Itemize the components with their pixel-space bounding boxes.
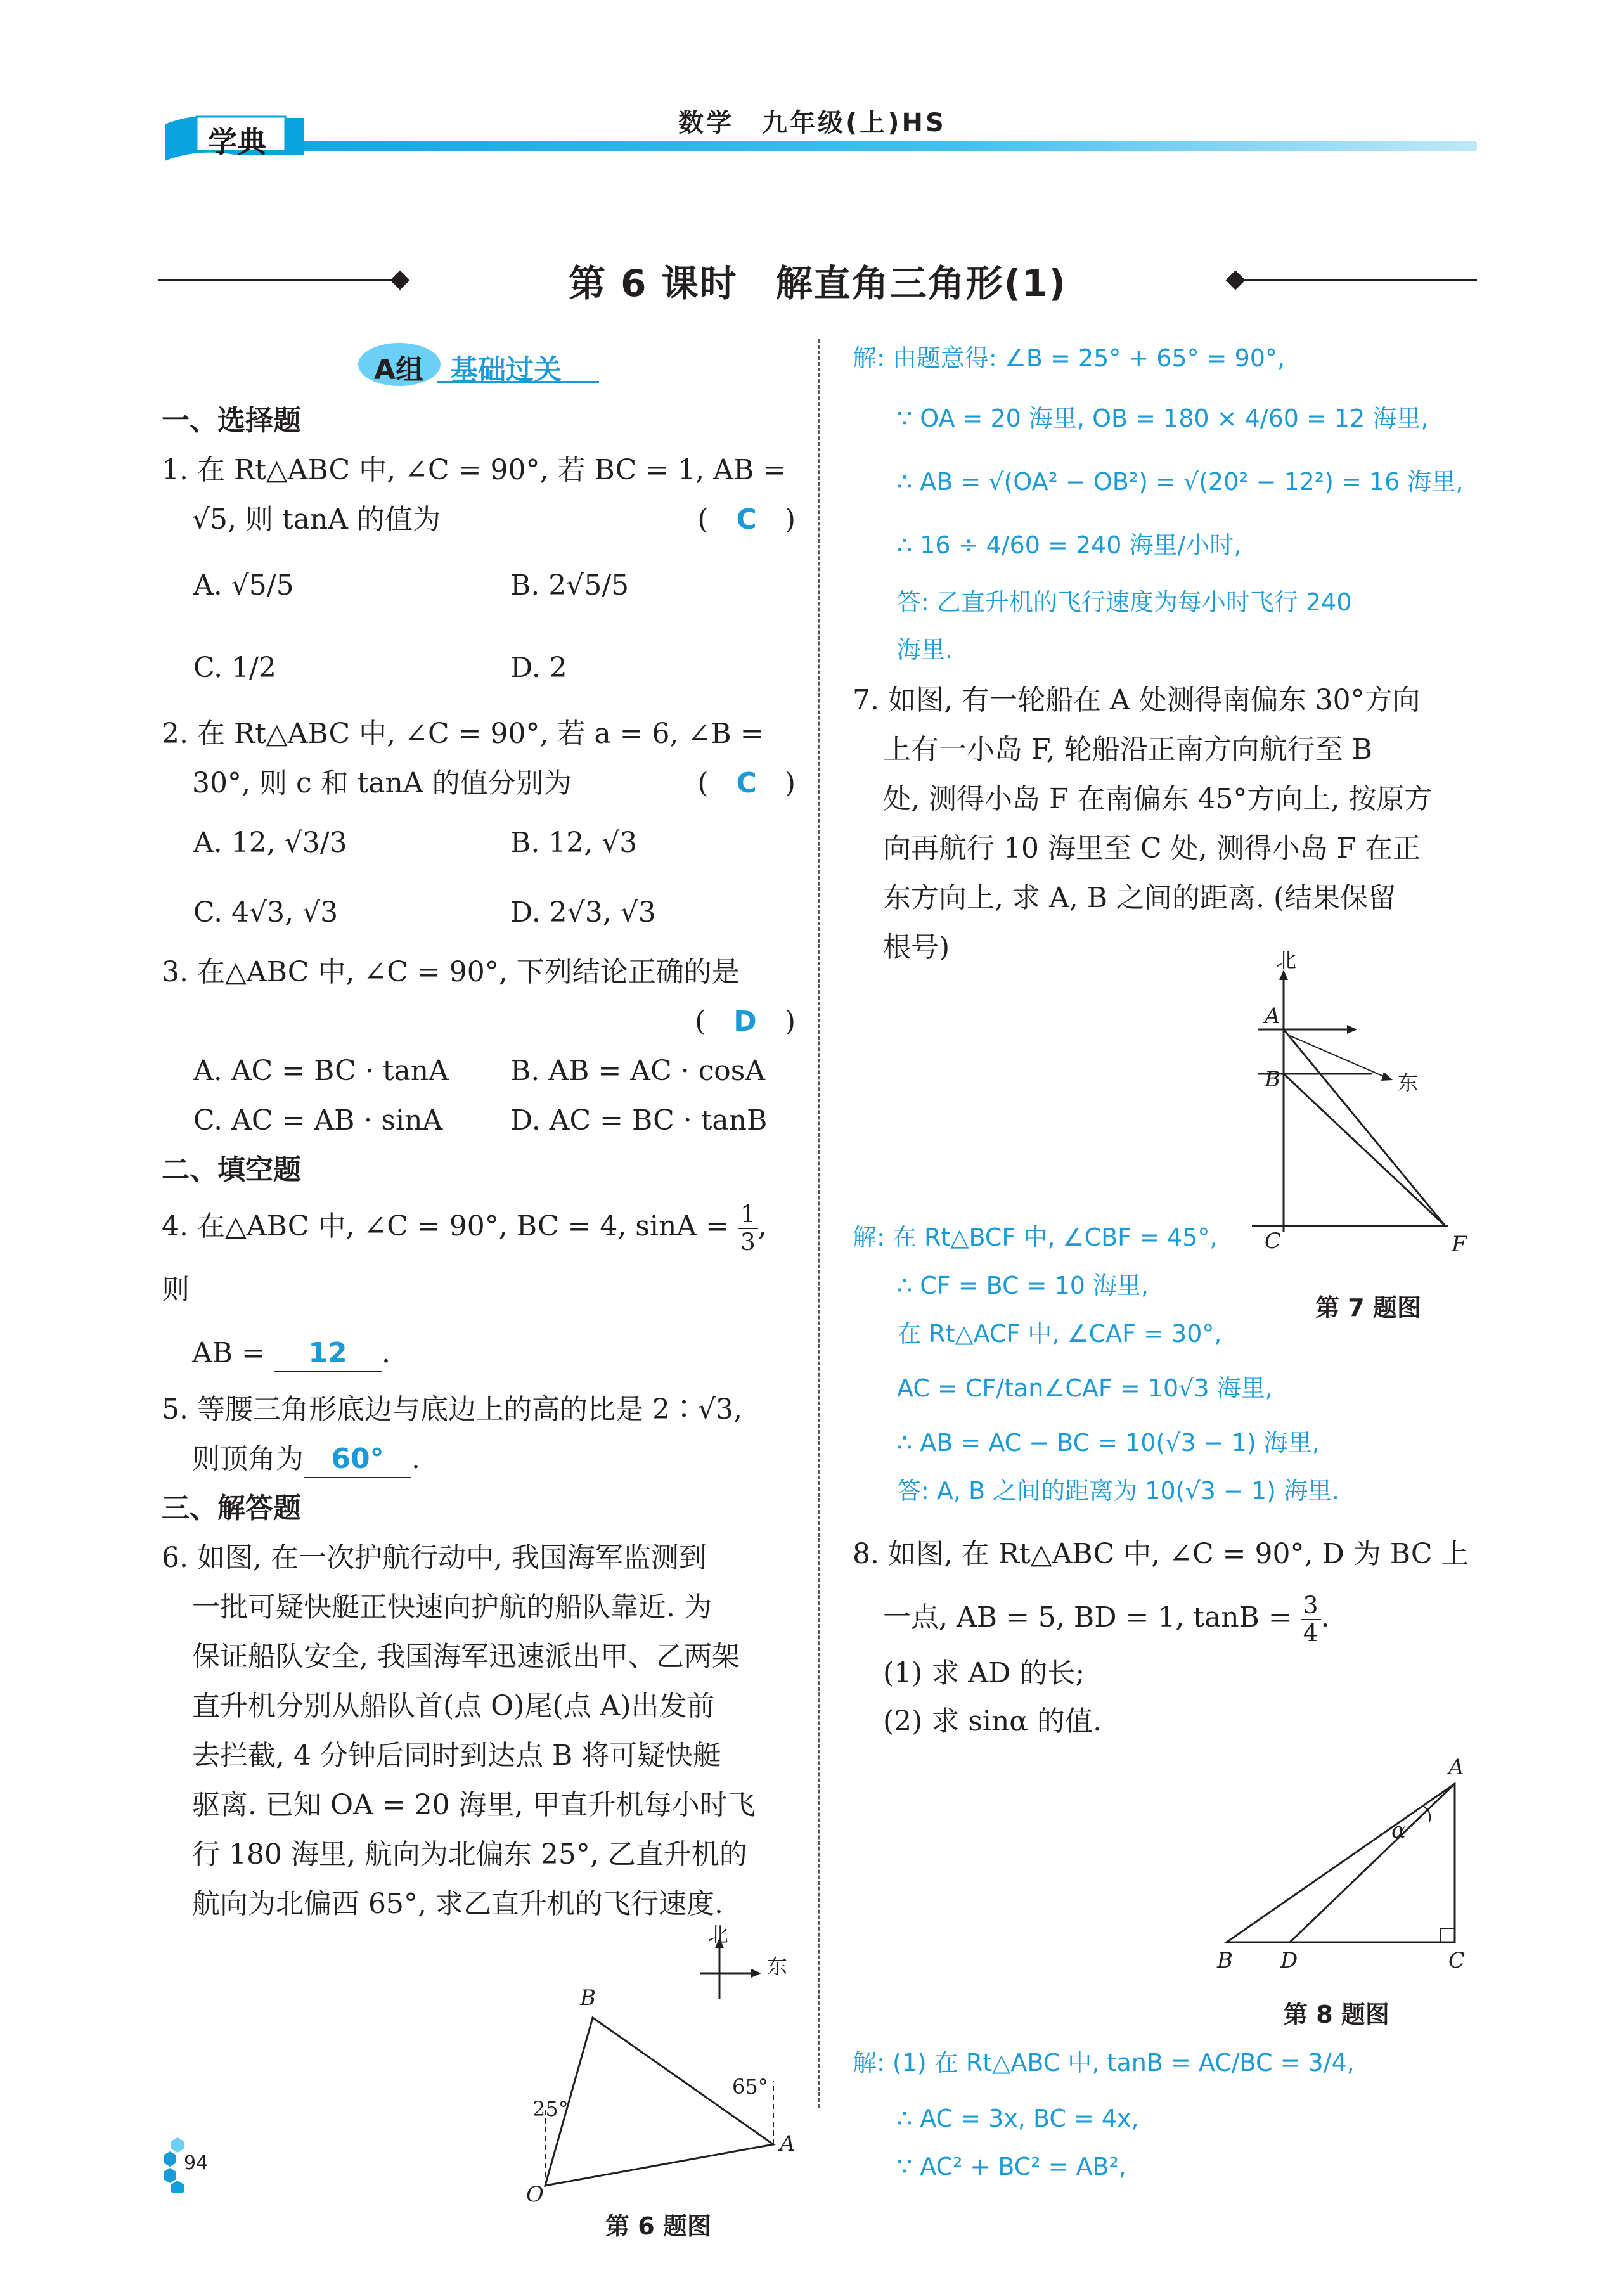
answer-5: 60°	[304, 1441, 411, 1478]
question-6: 6. 如图, 在一次护航行动中, 我国海军监测到 一批可疑快艇正快速向护航的船队靠近. 为 保证船队安全, 我国海军迅速派出甲、乙两架 直升机分别从船队首(点 O)尾(点 A)出发前 去拦截, 4 分钟后同时到达点 B 将可疑快艇 驱离. 已知 OA = 20 海里, 甲直升机每小时飞 行 180 海里, 航向为北偏东 25°, 乙直升机的 航向为北偏西 65°, 求乙直升机的飞行速度.	[162, 1542, 756, 1920]
options-2	[162, 808, 796, 948]
question-3: 3. 在△ABC 中, ∠C = 90°, 下列结论正确的是 ( D ) A. AC = BC · tanA B. AB = AC · cosA C. AC = AB · sinA D. AC = BC · tanB	[162, 948, 796, 1145]
options-3	[162, 1047, 796, 1145]
header-bar	[171, 141, 1477, 151]
options-1	[162, 545, 796, 709]
figure-8-caption: 第 8 题图	[1284, 2001, 1389, 2028]
answer-3: D	[733, 1005, 757, 1038]
option-a: A. √5/5	[193, 569, 294, 602]
fig7-c: C	[1265, 1228, 1282, 1254]
option-a: A. 12, √3/3	[193, 827, 347, 859]
right-column	[853, 330, 1480, 2191]
option-d: D. 2√3, √3	[510, 896, 656, 929]
fig6-angle1: 25°	[532, 2097, 569, 2121]
fig7-east: 东	[1398, 1071, 1419, 1095]
fig7-f: F	[1452, 1232, 1467, 1257]
answer-2: C	[736, 767, 757, 799]
title-row	[158, 254, 1477, 311]
fig6-a: A	[780, 2131, 796, 2156]
figure-7-caption: 第 7 题图	[1315, 1294, 1421, 1322]
option-c: C. 1/2	[193, 652, 276, 684]
option-a: A. AC = BC · tanA	[193, 1055, 449, 1087]
figure-7-block	[853, 948, 1480, 1505]
option-b: B. AB = AC · cosA	[510, 1055, 766, 1087]
section-choice: 一、选择题	[162, 404, 301, 437]
question-8: 8. 如图, 在 Rt△ABC 中, ∠C = 90°, D 为 BC 上 一点, AB = 5, BD = 1, tanB = $\frac{3}{4}$ . (1) 求 AD 的长; (2) 求 sinα 的值.	[853, 1538, 1469, 1737]
page-header	[158, 95, 1477, 171]
option-d: D. AC = BC · tanB	[510, 1104, 768, 1137]
page-title: 第 6 课时 解直角三角形(1)	[568, 262, 1067, 305]
option-c: C. AC = AB · sinA	[193, 1104, 443, 1137]
section-fill: 二、填空题	[162, 1154, 301, 1186]
fig8-b: B	[1217, 1948, 1233, 1973]
fig6-o: O	[526, 2182, 544, 2207]
column-divider	[818, 339, 820, 2108]
fig6-angle2: 65°	[732, 2075, 768, 2099]
group-banner	[355, 339, 609, 390]
group-label: 基础过关	[450, 354, 562, 386]
question-5: 5. 等腰三角形底边与底边上的高的比是 2∶√3, 则顶角为 60° .	[162, 1385, 796, 1484]
question-7: 7. 如图, 有一轮船在 A 处测得南偏东 30°方向 上有一小岛 F, 轮船沿正南方向航行至 B 处, 测得小岛 F 在南偏东 45°方向上, 按原方 向再航行 10 海里至 C 处, 测得小岛 F 在正 东方向上, 求 A, B 之间的距离. (结果保留 根号)	[853, 684, 1433, 963]
fig7-a: A	[1265, 1003, 1280, 1029]
option-c: C. 4√3, √3	[193, 896, 338, 929]
option-b: B. 2√5/5	[510, 569, 629, 602]
logo: 学典 XUEDIAN	[158, 105, 317, 169]
fig7-b: B	[1265, 1067, 1280, 1092]
figure-6-caption: 第 6 题图	[605, 2212, 711, 2240]
solution-7: 解: 在 Rt△BCF 中, ∠CBF = 45°, ∴ CF = BC = 10 海里, 在 Rt△ACF 中, ∠CAF = 30°, AC = CF/tan∠CAF = 10√3 海里, ∴ AB = AC − BC = 10(√3 − 1) 海里, 答: A, B 之间的距离为 10(√3 − 1) 海里.	[853, 1223, 1339, 1505]
answer-4: 12	[274, 1336, 382, 1372]
fig6-north: 北	[708, 1923, 729, 1947]
group-badge: A组	[374, 354, 424, 386]
section-answer: 三、解答题	[162, 1492, 301, 1524]
page-number: 94	[184, 2152, 209, 2174]
solution-8: 解: (1) 在 Rt△ABC 中, tanB = AC/BC = 3/4, ∴ AC = 3x, BC = 4x, ∵ AC² + BC² = AB²,	[853, 2049, 1355, 2181]
fig7-north: 北	[1276, 948, 1297, 972]
figure-6	[162, 1923, 796, 2240]
fig6-b: B	[580, 1985, 596, 2011]
fig8-a: A	[1448, 1755, 1464, 1780]
fig8-alpha: α	[1391, 1818, 1406, 1843]
fig8-d: D	[1280, 1948, 1298, 1973]
left-column	[162, 396, 796, 2240]
question-4: 4. 在△ABC 中, ∠C = 90°, BC = 4, sinA = $\frac{1}{3}$ , 则 AB = 12 .	[162, 1195, 796, 1385]
question-1: 1. 在 Rt△ABC 中, ∠C = 90°, 若 BC = 1, AB = √5, 则 tanA 的值为 ( C ) A. √5/5 B. 2√5/5 C. 1/2 D. 2	[162, 446, 796, 709]
option-b: B. 12, √3	[510, 827, 638, 859]
figure-8	[853, 1746, 1480, 2044]
answer-1: C	[736, 503, 757, 536]
option-d: D. 2	[510, 652, 567, 684]
fig8-c: C	[1448, 1948, 1466, 1973]
fig6-east: 东	[767, 1954, 788, 1978]
header-subject: 数学 九年级(上)HS	[678, 108, 946, 138]
solution-6: 解: 由题意得: ∠B = 25° + 65° = 90°, ∵ OA = 20 海里, OB = 180 × 4/60 = 12 海里, ∴ AB = √(OA² − OB²) = √(20² − 12²) = 16 海里, ∴ 16 ÷ 4/60 = 240 海里/小时, 答: 乙直升机的飞行速度为每小时飞行 240 海里.	[853, 344, 1464, 664]
question-2: 2. 在 Rt△ABC 中, ∠C = 90°, 若 a = 6, ∠B = 30°, 则 c 和 tanA 的值分别为 ( C ) A. 12, √3/3 B. 12, √3 C. 4√3, √3 D. 2√3, √3	[162, 709, 796, 948]
